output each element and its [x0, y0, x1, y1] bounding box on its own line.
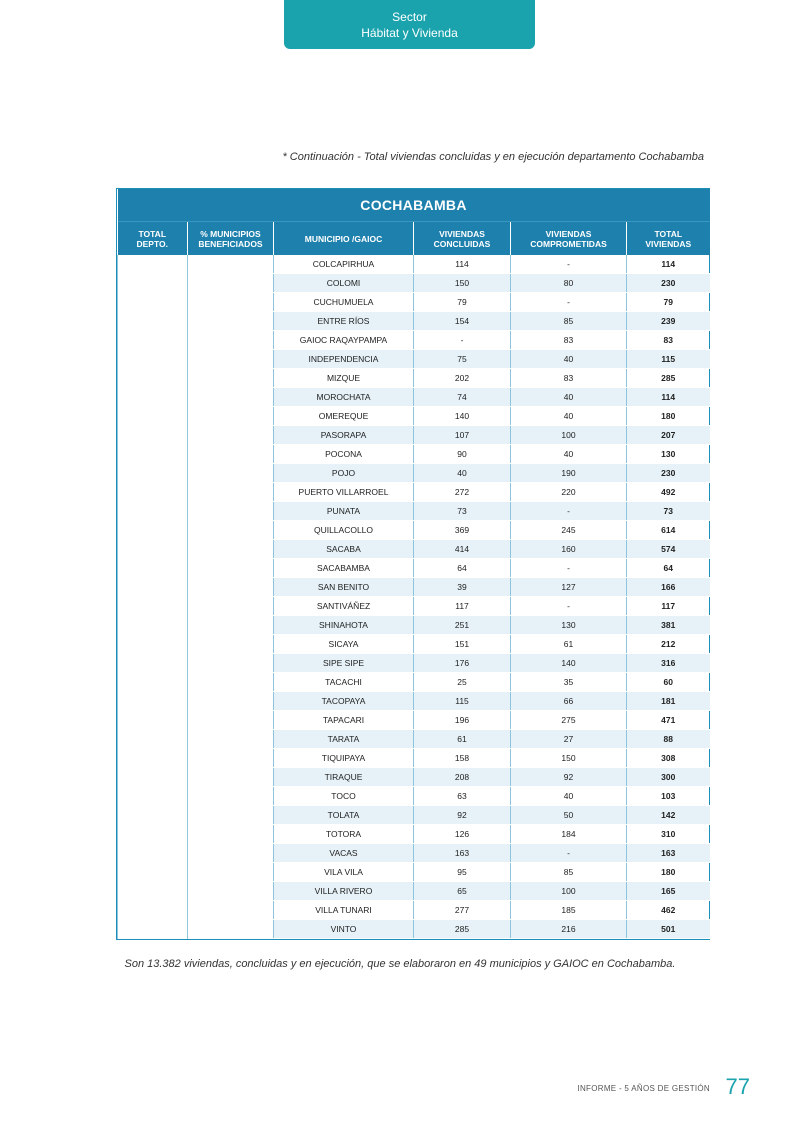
- column-header-line2: VIVIENDAS: [645, 238, 692, 249]
- comprometidas-cell: 85: [511, 312, 627, 331]
- concluidas-cell: 75: [414, 350, 511, 369]
- municipio-cell: TACACHI: [274, 673, 414, 692]
- footer-report: INFORME - 5 AÑOS DE GESTIÓN: [577, 1084, 710, 1093]
- column-header-line1: VIVIENDAS: [439, 228, 485, 239]
- concluidas-cell: 61: [414, 730, 511, 749]
- total-cell: 381: [627, 616, 710, 635]
- comprometidas-cell: -: [511, 293, 627, 312]
- comprometidas-cell: 27: [511, 730, 627, 749]
- column-header: [414, 222, 511, 256]
- comprometidas-cell: 130: [511, 616, 627, 635]
- municipio-cell: TIRAQUE: [274, 768, 414, 787]
- column-header-line1: TOTAL: [654, 228, 683, 239]
- municipio-cell: INDEPENDENCIA: [274, 350, 414, 369]
- comprometidas-cell: -: [511, 502, 627, 521]
- total-cell: 285: [627, 369, 710, 388]
- total-cell: 310: [627, 825, 710, 844]
- table-title: COCHABAMBA: [118, 189, 710, 222]
- comprometidas-cell: 66: [511, 692, 627, 711]
- municipio-cell: VACAS: [274, 844, 414, 863]
- column-header: [118, 222, 188, 256]
- column-header-line2: CONCLUIDAS: [433, 238, 491, 249]
- column-header: [274, 222, 414, 256]
- total-cell: 492: [627, 483, 710, 502]
- total-cell: 130: [627, 445, 710, 464]
- concluidas-cell: -: [414, 331, 511, 350]
- comprometidas-cell: 216: [511, 920, 627, 939]
- comprometidas-cell: 83: [511, 369, 627, 388]
- comprometidas-cell: 92: [511, 768, 627, 787]
- total-cell: 79: [627, 293, 710, 312]
- concluidas-cell: 39: [414, 578, 511, 597]
- total-cell: 83: [627, 331, 710, 350]
- total-cell: 88: [627, 730, 710, 749]
- total-cell: 166: [627, 578, 710, 597]
- concluidas-cell: 196: [414, 711, 511, 730]
- total-cell: 163: [627, 844, 710, 863]
- total-cell: 103: [627, 787, 710, 806]
- municipio-cell: PUERTO VILLARROEL: [274, 483, 414, 502]
- municipio-cell: SANTIVÁÑEZ: [274, 597, 414, 616]
- concluidas-cell: 25: [414, 673, 511, 692]
- comprometidas-cell: -: [511, 559, 627, 578]
- municipio-cell: OMEREQUE: [274, 407, 414, 426]
- municipio-cell: POCONA: [274, 445, 414, 464]
- municipio-cell: SHINAHOTA: [274, 616, 414, 635]
- concluidas-cell: 202: [414, 369, 511, 388]
- concluidas-cell: 114: [414, 255, 511, 274]
- municipio-cell: TOTORA: [274, 825, 414, 844]
- total-cell: 114: [627, 255, 710, 274]
- sector-name: Hábitat y Vivienda: [361, 25, 458, 40]
- comprometidas-cell: 40: [511, 407, 627, 426]
- sector-tab: [284, 0, 535, 49]
- total-cell: 212: [627, 635, 710, 654]
- municipio-cell: SAN BENITO: [274, 578, 414, 597]
- concluidas-cell: 74: [414, 388, 511, 407]
- total-cell: 316: [627, 654, 710, 673]
- total-cell: 60: [627, 673, 710, 692]
- total-cell: 165: [627, 882, 710, 901]
- municipio-cell: PASORAPA: [274, 426, 414, 445]
- concluidas-cell: 73: [414, 502, 511, 521]
- total-cell: 64: [627, 559, 710, 578]
- total-cell: 180: [627, 863, 710, 882]
- column-header-line1: % MUNICIPIOS: [200, 228, 261, 239]
- concluidas-cell: 150: [414, 274, 511, 293]
- total-cell: 239: [627, 312, 710, 331]
- municipio-cell: COLOMI: [274, 274, 414, 293]
- concluidas-cell: 63: [414, 787, 511, 806]
- column-header-line2: BENEFICIADOS: [198, 238, 263, 249]
- comprometidas-cell: 190: [511, 464, 627, 483]
- concluidas-cell: 163: [414, 844, 511, 863]
- total-cell: 207: [627, 426, 710, 445]
- total-cell: 300: [627, 768, 710, 787]
- concluidas-cell: 115: [414, 692, 511, 711]
- concluidas-cell: 369: [414, 521, 511, 540]
- total-cell: 181: [627, 692, 710, 711]
- concluidas-cell: 117: [414, 597, 511, 616]
- concluidas-cell: 95: [414, 863, 511, 882]
- municipio-cell: PUNATA: [274, 502, 414, 521]
- total-cell: 230: [627, 464, 710, 483]
- comprometidas-cell: 160: [511, 540, 627, 559]
- comprometidas-cell: 85: [511, 863, 627, 882]
- concluidas-cell: 151: [414, 635, 511, 654]
- concluidas-cell: 277: [414, 901, 511, 920]
- comprometidas-cell: 40: [511, 388, 627, 407]
- municipio-cell: CUCHUMUELA: [274, 293, 414, 312]
- table-row: [118, 255, 710, 274]
- comprometidas-cell: 35: [511, 673, 627, 692]
- total-cell: 308: [627, 749, 710, 768]
- comprometidas-cell: 100: [511, 426, 627, 445]
- comprometidas-cell: -: [511, 597, 627, 616]
- total-cell: 115: [627, 350, 710, 369]
- comprometidas-cell: 80: [511, 274, 627, 293]
- comprometidas-cell: 83: [511, 331, 627, 350]
- column-header: [627, 222, 710, 256]
- municipio-cell: GAIOC RAQAYPAMPA: [274, 331, 414, 350]
- comprometidas-cell: 127: [511, 578, 627, 597]
- concluidas-cell: 208: [414, 768, 511, 787]
- municipio-cell: TIQUIPAYA: [274, 749, 414, 768]
- total-cell: 73: [627, 502, 710, 521]
- comprometidas-cell: 61: [511, 635, 627, 654]
- municipio-cell: TACOPAYA: [274, 692, 414, 711]
- comprometidas-cell: -: [511, 844, 627, 863]
- sector-label: Sector: [392, 9, 427, 24]
- total-cell: 462: [627, 901, 710, 920]
- municipio-cell: TARATA: [274, 730, 414, 749]
- total-depto-cell: [118, 255, 188, 939]
- total-cell: 501: [627, 920, 710, 939]
- comprometidas-cell: 150: [511, 749, 627, 768]
- concluidas-cell: 40: [414, 464, 511, 483]
- municipio-cell: VINTO: [274, 920, 414, 939]
- municipio-cell: SICAYA: [274, 635, 414, 654]
- total-cell: 230: [627, 274, 710, 293]
- municipio-cell: COLCAPIRHUA: [274, 255, 414, 274]
- comprometidas-cell: 100: [511, 882, 627, 901]
- concluidas-cell: 90: [414, 445, 511, 464]
- municipio-cell: MIZQUE: [274, 369, 414, 388]
- comprometidas-cell: 220: [511, 483, 627, 502]
- municipio-cell: VILLA TUNARI: [274, 901, 414, 920]
- pct-municipios-cell: [188, 255, 274, 939]
- total-cell: 114: [627, 388, 710, 407]
- comprometidas-cell: 40: [511, 787, 627, 806]
- concluidas-cell: 251: [414, 616, 511, 635]
- concluidas-cell: 414: [414, 540, 511, 559]
- page-number: 77: [725, 1074, 750, 1099]
- comprometidas-cell: 185: [511, 901, 627, 920]
- municipio-cell: SACABAMBA: [274, 559, 414, 578]
- concluidas-cell: 158: [414, 749, 511, 768]
- concluidas-cell: 140: [414, 407, 511, 426]
- municipio-cell: TOLATA: [274, 806, 414, 825]
- comprometidas-cell: 275: [511, 711, 627, 730]
- concluidas-cell: 126: [414, 825, 511, 844]
- comprometidas-cell: 40: [511, 350, 627, 369]
- municipio-cell: SACABA: [274, 540, 414, 559]
- municipio-cell: SIPE SIPE: [274, 654, 414, 673]
- total-cell: 614: [627, 521, 710, 540]
- municipio-cell: ENTRE RÍOS: [274, 312, 414, 331]
- comprometidas-cell: 184: [511, 825, 627, 844]
- municipio-cell: VILLA RIVERO: [274, 882, 414, 901]
- concluidas-cell: 92: [414, 806, 511, 825]
- concluidas-cell: 272: [414, 483, 511, 502]
- table-header-row: [118, 222, 710, 256]
- table-caption: * Continuación - Total viviendas concluidas y en ejecución departamento Cochabamba: [282, 151, 704, 163]
- municipio-cell: QUILLACOLLO: [274, 521, 414, 540]
- municipio-cell: MOROCHATA: [274, 388, 414, 407]
- concluidas-cell: 79: [414, 293, 511, 312]
- municipio-cell: TOCO: [274, 787, 414, 806]
- municipio-cell: TAPACARI: [274, 711, 414, 730]
- concluidas-cell: 107: [414, 426, 511, 445]
- comprometidas-cell: 245: [511, 521, 627, 540]
- table-body: [118, 255, 710, 939]
- column-header-line1: MUNICIPIO /GAIOC: [304, 233, 383, 244]
- comprometidas-cell: 40: [511, 445, 627, 464]
- total-cell: 142: [627, 806, 710, 825]
- concluidas-cell: 65: [414, 882, 511, 901]
- summary-text: Son 13.382 viviendas, concluidas y en ejecución, que se elaboraron en 49 municipios y GAIOC en Cochabamba.: [124, 958, 676, 970]
- municipio-cell: POJO: [274, 464, 414, 483]
- column-header-line1: TOTAL: [138, 228, 167, 239]
- comprometidas-cell: 50: [511, 806, 627, 825]
- total-cell: 117: [627, 597, 710, 616]
- comprometidas-cell: 140: [511, 654, 627, 673]
- total-cell: 574: [627, 540, 710, 559]
- comprometidas-cell: -: [511, 255, 627, 274]
- column-header: [511, 222, 627, 256]
- housing-table: [116, 188, 710, 940]
- concluidas-cell: 154: [414, 312, 511, 331]
- concluidas-cell: 285: [414, 920, 511, 939]
- concluidas-cell: 176: [414, 654, 511, 673]
- column-header-line1: VIVIENDAS: [545, 228, 592, 239]
- column-header-line2: DEPTO.: [136, 238, 168, 249]
- column-header: [188, 222, 274, 256]
- total-cell: 471: [627, 711, 710, 730]
- column-header-line2: COMPROMETIDAS: [530, 238, 607, 249]
- municipio-cell: VILA VILA: [274, 863, 414, 882]
- concluidas-cell: 64: [414, 559, 511, 578]
- total-cell: 180: [627, 407, 710, 426]
